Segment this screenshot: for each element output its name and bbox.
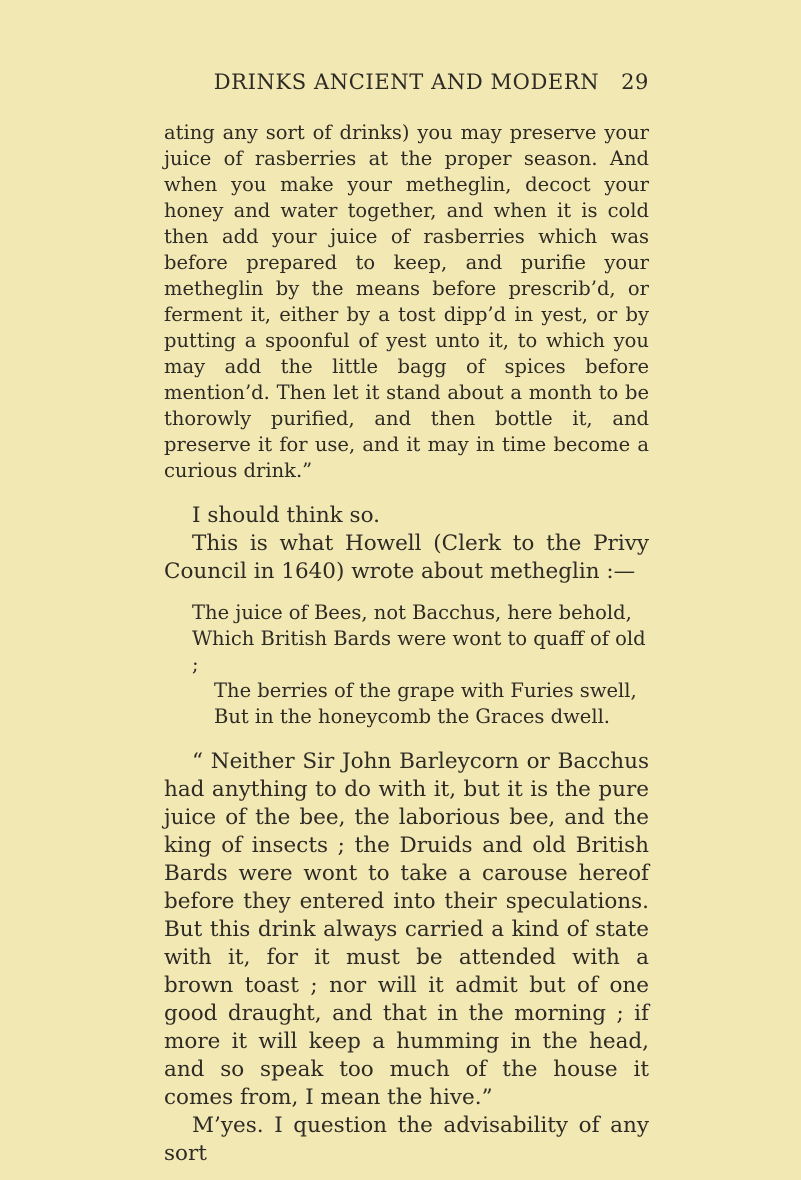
verse-block bbox=[164, 600, 649, 730]
running-head bbox=[164, 66, 649, 98]
verse-line: The berries of the grape with Furies swell, bbox=[214, 679, 637, 702]
verse-line: Which British Bards were wont to quaff of old ; bbox=[192, 627, 646, 676]
verse-line: The juice of Bees, not Bacchus, here behold, bbox=[192, 601, 632, 624]
page-number: 29 bbox=[621, 70, 649, 94]
paragraph-howell-intro: This is what Howell (Clerk to the Privy Council in 1640) wrote about metheglin :— bbox=[164, 531, 649, 584]
body-text bbox=[164, 120, 649, 1168]
paragraph-quotation: “ Neither Sir John Barleycorn or Bacchus had anything to do with it, but it is the pure juice of the bee, the laborious bee, and the king of insects ; the Druids and old British Bards were wont to take a carouse hereof before they entered into their speculations. But this drink always carried a kind of state with it, for it must be attended with a brown toast ; nor will it admit but of one good draught, and that in the morning ; if more it will keep a humming in the head, and so speak too much of the house it comes from, I mean the hive.” bbox=[164, 749, 649, 1110]
verse-line: But in the honeycomb the Graces dwell. bbox=[214, 705, 611, 728]
paragraph-comment: I should think so. bbox=[192, 503, 380, 528]
running-title: DRINKS ANCIENT AND MODERN bbox=[213, 70, 600, 94]
paragraph-closing: M’yes. I question the advisability of any sort bbox=[164, 1113, 649, 1166]
paragraph-recipe-continuation: ating any sort of drinks) you may preserve your juice of rasberries at the proper season. And when you make your metheglin, decoct your honey and water together, and when it is cold then add your juice of rasberries which was before prepared to keep, and purifie your metheglin by the means before prescrib’d, or ferment it, either by a tost dipp’d in yest, or by putting a spoonful of yest unto it, to which you may add the little bagg of spices before mention’d. Then let it stand about a month to be thorowly purified, and then bottle it, and preserve it for use, and it may in time become a curious drink.” bbox=[164, 121, 649, 482]
quotation-block bbox=[164, 748, 649, 1168]
